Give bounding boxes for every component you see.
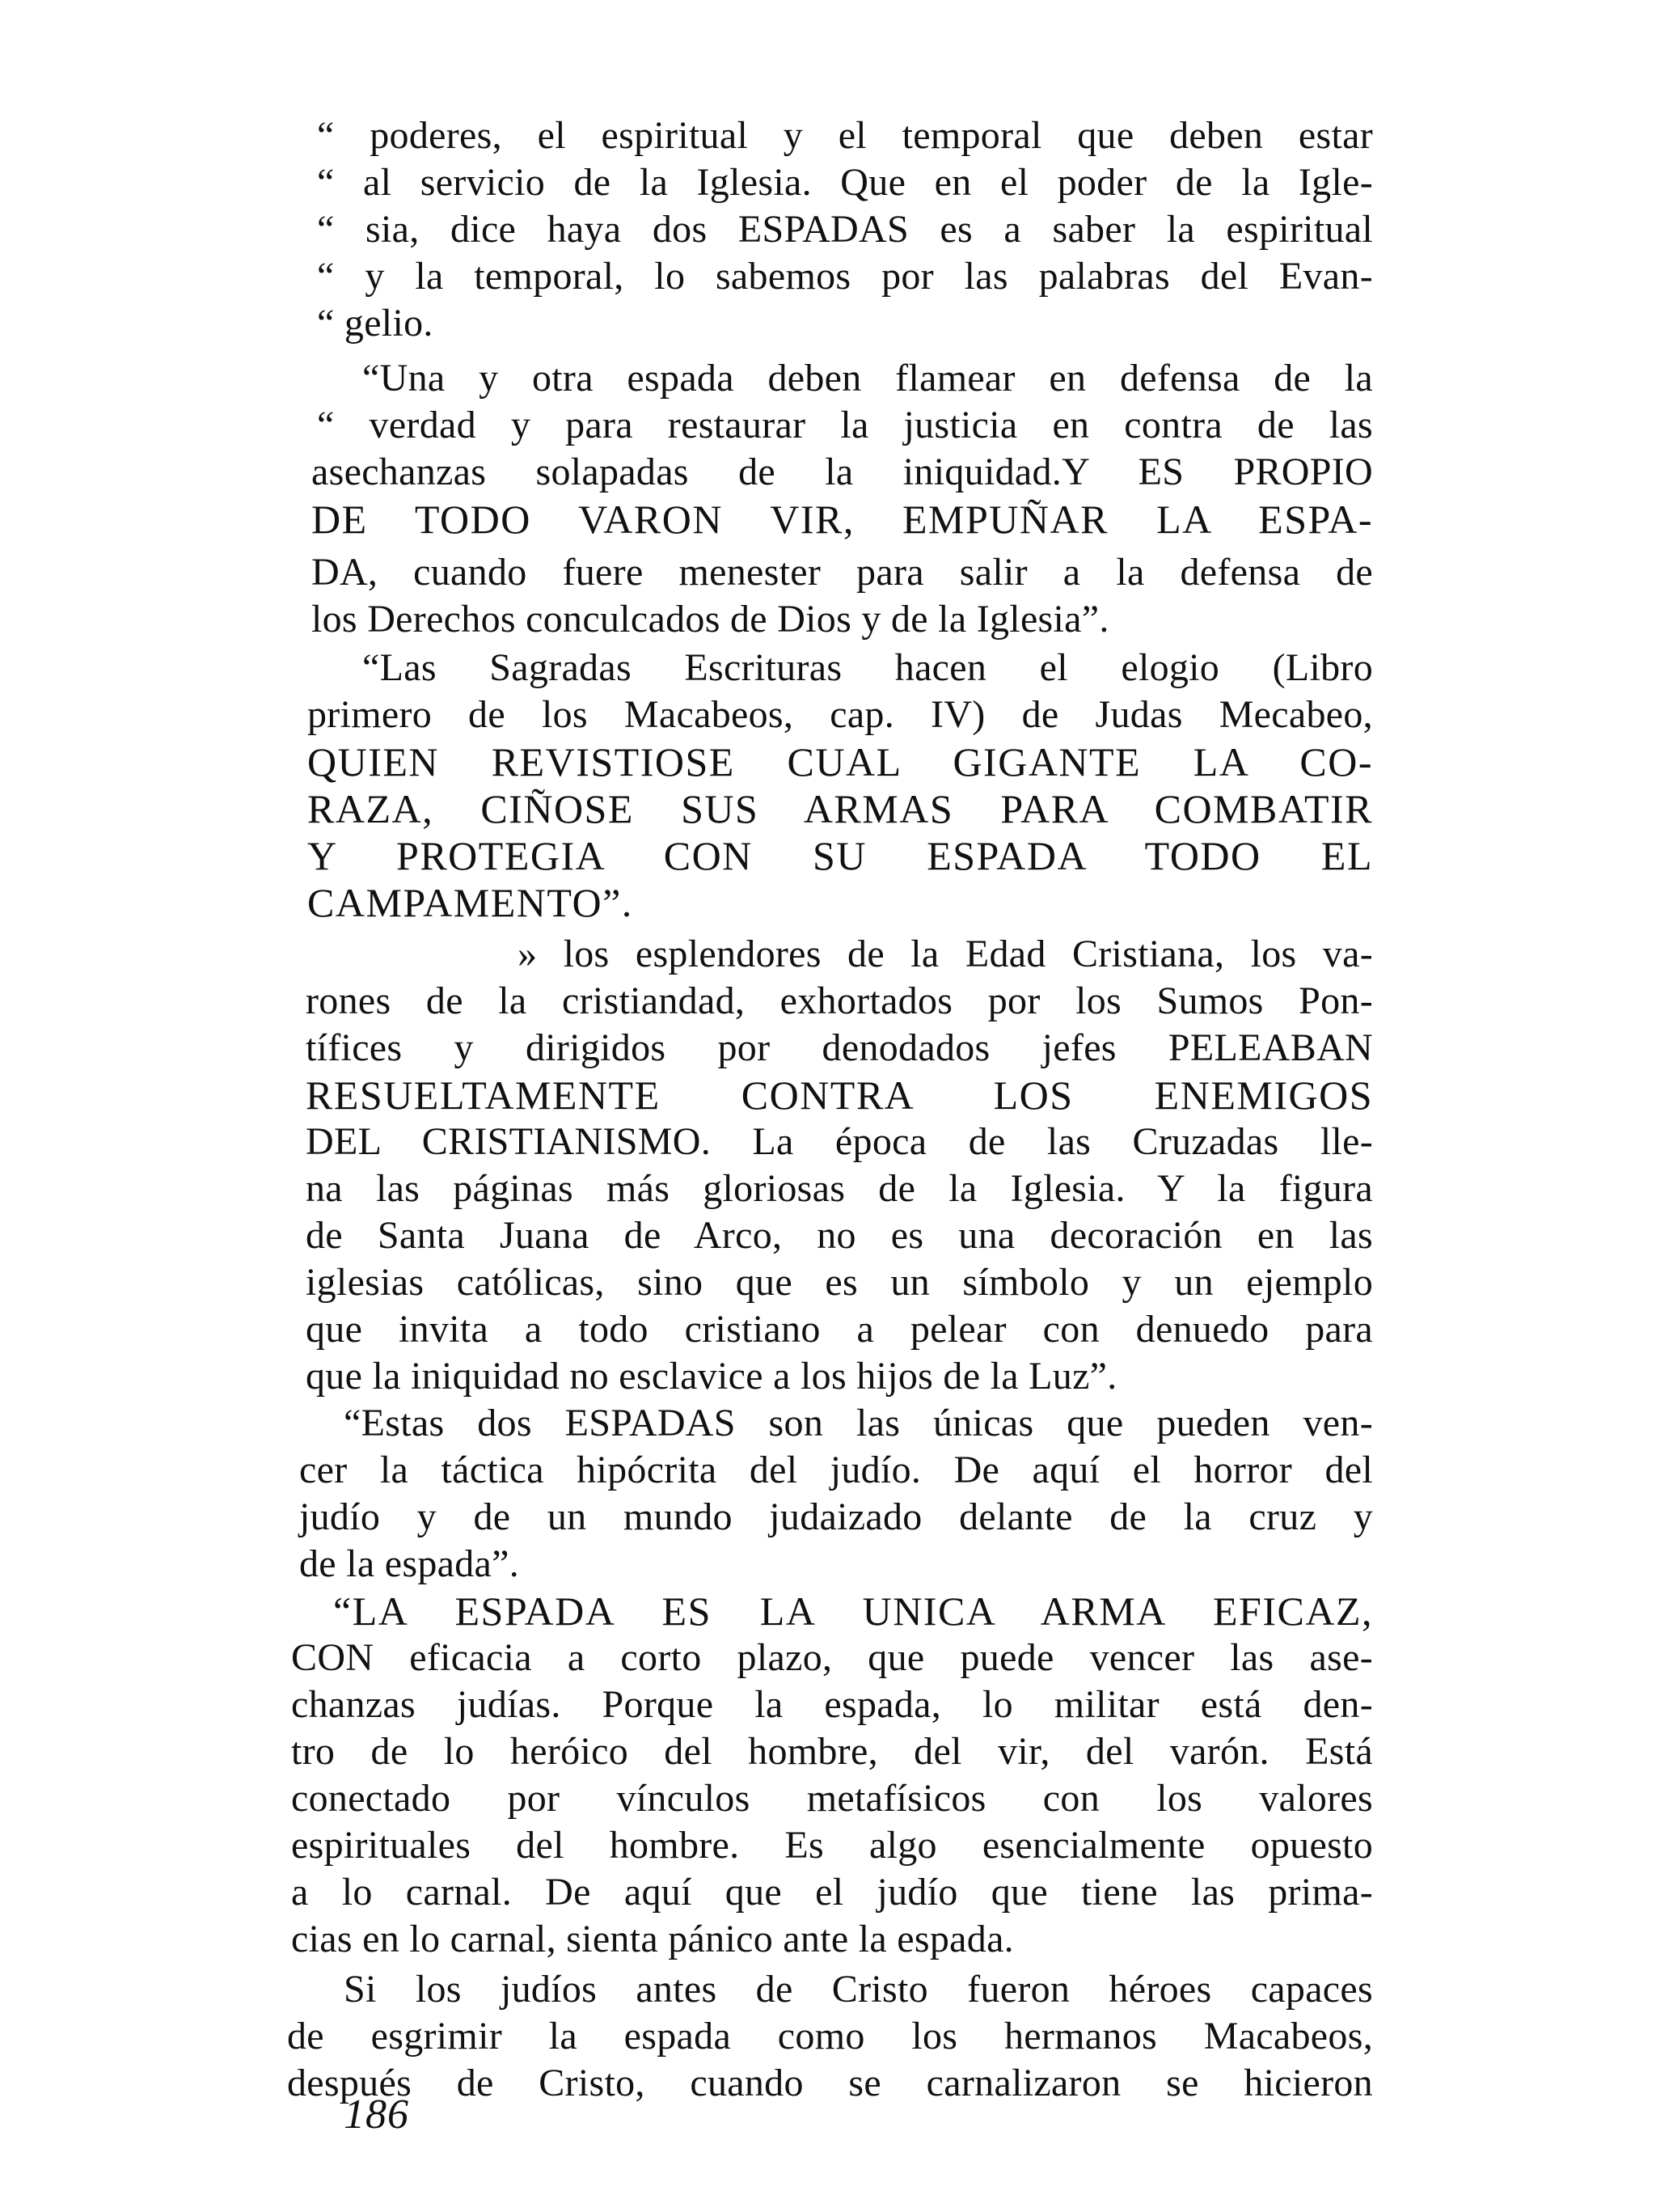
text-line: que invita a todo cristiano a pelear con denuedo para	[306, 1308, 1373, 1351]
text-line: conectado por vínculos metafísicos con los valores	[291, 1777, 1373, 1820]
text-line: RESUELTAMENTE CONTRA LOS ENEMIGOS	[306, 1072, 1373, 1118]
text-line: “Una y otra espada deben flamear en defensa de la	[362, 357, 1373, 400]
text-line: “Las Sagradas Escrituras hacen el elogio (Libro	[362, 646, 1373, 689]
text-line: QUIEN REVISTIOSE CUAL GIGANTE LA CO-	[307, 739, 1373, 785]
text-line: “ sia, dice haya dos ESPADAS es a saber la espiritual	[317, 208, 1373, 251]
text-line: iglesias católicas, sino que es un símbolo y un ejemplo	[306, 1261, 1373, 1304]
text-line: primero de los Macabeos, cap. IV) de Judas Mecabeo,	[307, 693, 1373, 736]
text-line: cer la táctica hipócrita del judío. De aquí el horror del	[299, 1449, 1373, 1491]
text-line: “ verdad y para restaurar la justicia en contra de las	[317, 404, 1373, 446]
text-line: después de Cristo, cuando se carnalizaron se hicieron	[287, 2062, 1373, 2104]
text-line: Si los judíos antes de Cristo fueron héroes capaces	[344, 1968, 1373, 2011]
text-line: “Estas dos ESPADAS son las únicas que pueden ven-	[344, 1402, 1373, 1444]
text-line: los Derechos conculcados de Dios y de la Iglesia”.	[311, 598, 1109, 641]
text-line: » los esplendores de la Edad Cristiana, los va-	[518, 933, 1373, 975]
text-line: asechanzas solapadas de la iniquidad.Y ES PROPIO	[311, 450, 1373, 493]
text-line: “ y la temporal, lo sabemos por las palabras del Evan-	[317, 255, 1373, 298]
text-line: RAZA, CIÑOSE SUS ARMAS PARA COMBATIR	[307, 786, 1373, 831]
text-line: cias en lo carnal, sienta pánico ante la espada.	[291, 1918, 1014, 1960]
text-line: CON eficacia a corto plazo, que puede vencer las ase-	[291, 1636, 1373, 1679]
text-line: Y PROTEGIA CON SU ESPADA TODO EL	[307, 833, 1373, 878]
text-line: espirituales del hombre. Es algo esencialmente opuesto	[291, 1824, 1373, 1867]
text-line: CAMPAMENTO”.	[307, 880, 633, 925]
text-line: “LA ESPADA ES LA UNICA ARMA EFICAZ,	[333, 1588, 1373, 1634]
text-line: DE TODO VARON VIR, EMPUÑAR LA ESPA-	[311, 497, 1373, 542]
text-line: tífices y dirigidos por denodados jefes PELEABAN	[306, 1026, 1373, 1069]
text-line: de esgrimir la espada como los hermanos Macabeos,	[287, 2015, 1373, 2058]
text-line: chanzas judías. Porque la espada, lo militar está den-	[291, 1683, 1373, 1726]
text-line: judío y de un mundo judaizado delante de la cruz y	[299, 1495, 1373, 1538]
text-line: “ poderes, el espiritual y el temporal que deben estar	[317, 114, 1373, 157]
text-line: tro de lo heróico del hombre, del vir, del varón. Está	[291, 1730, 1373, 1773]
text-line: na las páginas más gloriosas de la Iglesia. Y la figura	[306, 1167, 1373, 1210]
text-line: de la espada”.	[299, 1542, 520, 1585]
text-line: de Santa Juana de Arco, no es una decoración en las	[306, 1214, 1373, 1257]
text-line: “ al servicio de la Iglesia. Que en el poder de la Igle-	[317, 161, 1373, 204]
page-number: 186	[344, 2091, 409, 2138]
text-line: DEL CRISTIANISMO. La época de las Cruzadas lle-	[306, 1120, 1373, 1163]
text-line: rones de la cristiandad, exhortados por los Sumos Pon-	[306, 979, 1373, 1022]
text-line: DA, cuando fuere menester para salir a la defensa de	[311, 551, 1373, 594]
text-line: a lo carnal. De aquí que el judío que tiene las prima-	[291, 1871, 1373, 1914]
text-line: que la iniquidad no esclavice a los hijos de la Luz”.	[306, 1355, 1117, 1398]
text-line: “ gelio.	[317, 302, 433, 345]
